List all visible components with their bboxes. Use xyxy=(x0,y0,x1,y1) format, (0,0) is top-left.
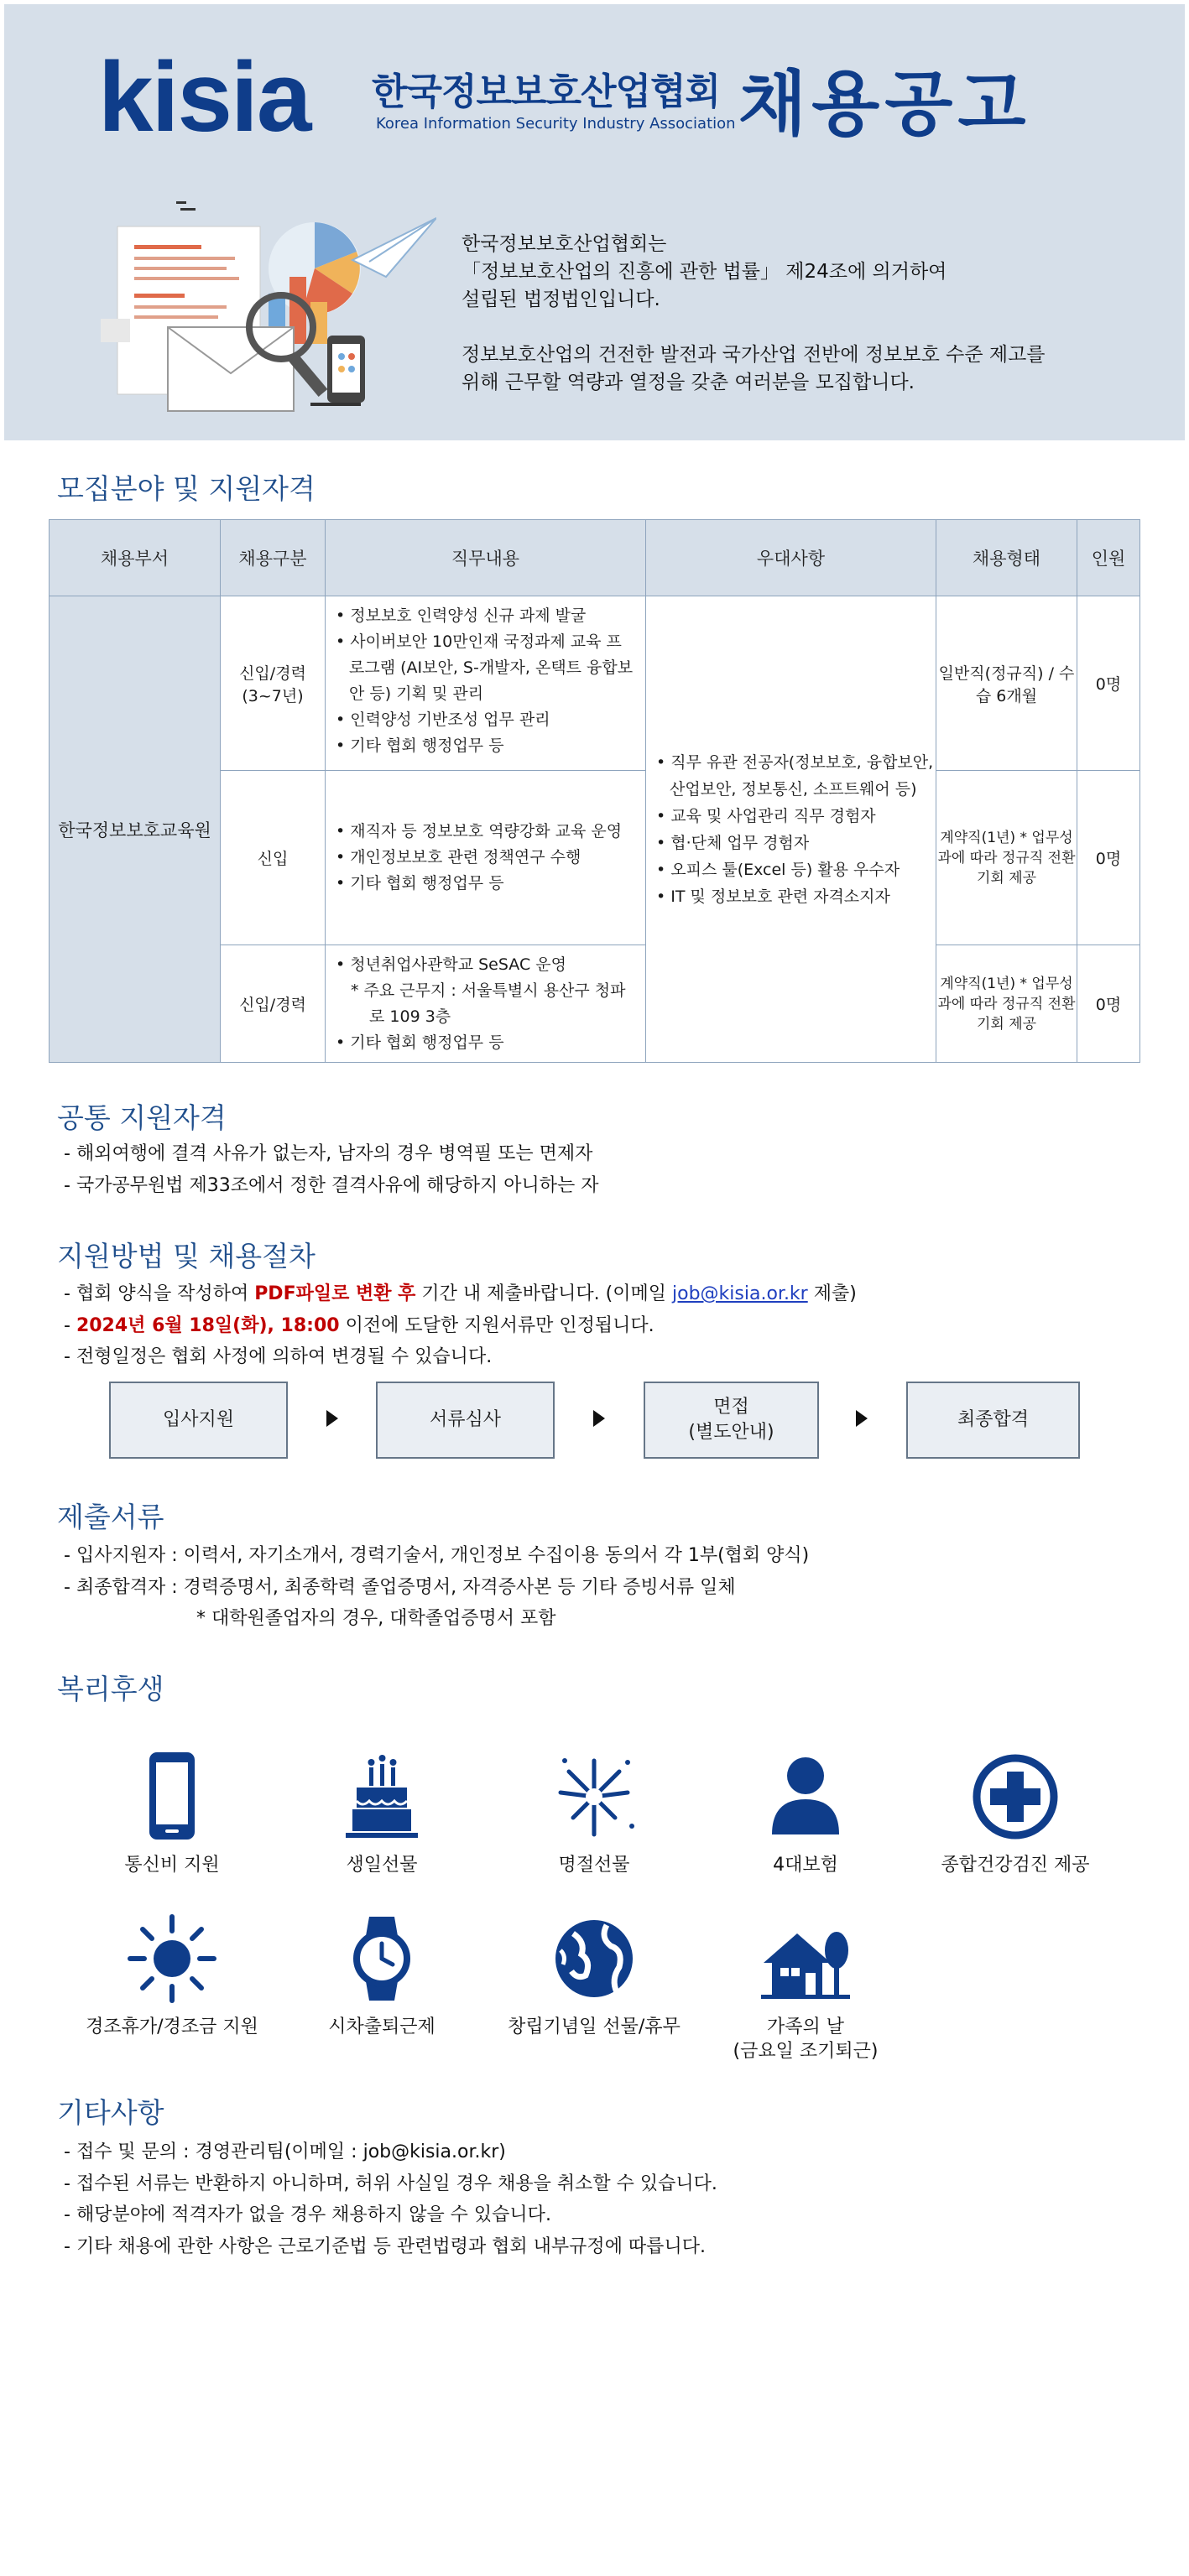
etc-list xyxy=(64,2136,717,2262)
intro-line: 정보보호산업의 건전한 발전과 국가산업 전반에 정보보호 수준 제고를 xyxy=(462,344,1046,366)
employment-cell: 계약직(1년) * 업무성과에 따라 정규직 전환기회 제공 xyxy=(936,945,1077,1063)
notice-title: 채용공고 xyxy=(738,63,1031,145)
benefit-item xyxy=(67,1751,277,1877)
preference-item: • 교육 및 사업관리 직무 경험자 xyxy=(656,806,876,825)
process-step-final: 최종합격 xyxy=(906,1382,1080,1459)
section-title-common: 공통 지원자격 xyxy=(57,1101,227,1134)
intro-text xyxy=(462,231,1162,397)
list-item: - 기타 채용에 관한 사항은 근로기준법 등 관련법령과 협회 내부규정에 따릅니다. xyxy=(64,2235,706,2257)
headcount-cell: 0명 xyxy=(1077,945,1140,1063)
intro-line: 설립된 법정법인입니다. xyxy=(462,289,660,310)
documents-note: * 대학원졸업자의 경우, 대학졸업증명서 포함 xyxy=(196,1608,556,1629)
duty-item: • 재직자 등 정보보호 역량강화 교육 운영 xyxy=(336,822,623,840)
duty-item: • 청년취업사관학교 SeSAC 운영 xyxy=(336,955,566,974)
category-cell: 신입/경력 xyxy=(221,945,326,1063)
list-item: - 해외여행에 결격 사유가 없는자, 남자의 경우 병역필 또는 면제자 xyxy=(64,1143,593,1164)
benefit-label: 종합건강검진 제공 xyxy=(941,1855,1090,1876)
list-item: - 접수된 서류는 반환하지 아니하며, 허위 사실일 경우 채용을 취소할 수 있습니다. xyxy=(64,2173,717,2194)
section-title-documents: 제출서류 xyxy=(57,1501,164,1533)
fireworks-icon xyxy=(548,1751,640,1843)
benefit-item xyxy=(489,1751,699,1877)
duties-cell xyxy=(326,596,646,771)
benefit-label: 명절선물 xyxy=(558,1855,630,1876)
email-link[interactable]: job@kisia.or.kr xyxy=(672,1283,808,1304)
benefit-label: 4대보험 xyxy=(773,1855,838,1876)
benefit-item xyxy=(701,1751,910,1877)
headcount-cell: 0명 xyxy=(1077,771,1140,945)
preferences-cell xyxy=(646,596,936,1063)
duties-cell xyxy=(326,945,646,1063)
intro-line: 위해 근무할 역량과 열정을 갖춘 여러분을 모집합니다. xyxy=(462,372,915,393)
documents-list xyxy=(64,1540,809,1635)
deadline-highlight: 2024년 6월 18일(화), 18:00 xyxy=(76,1314,340,1336)
list-item: - 최종합격자 : 경력증명서, 최종학력 졸업증명서, 자격증사본 등 기타 증빙서류 일체 xyxy=(64,1576,736,1598)
duty-item: • 정보보호 인력양성 신규 과제 발굴 xyxy=(336,606,587,625)
employment-cell: 계약직(1년) * 업무성과에 따라 정규직 전환기회 제공 xyxy=(936,771,1077,945)
list-item: - 전형일정은 협회 사정에 의하여 변경될 수 있습니다. xyxy=(64,1346,493,1367)
section-title-recruitment: 모집분야 및 지원자격 xyxy=(57,472,316,505)
process-step-interview: 면접 (별도안내) xyxy=(644,1382,819,1459)
list-item: - 접수 및 문의 : 경영관리팀(이메일 : job@kisia.or.kr) xyxy=(64,2141,506,2162)
preference-item: • 직무 유관 전공자(정보보호, 융합보안, 산업보안, 정보통신, 소프트웨어 등) xyxy=(656,752,934,799)
header-dept: 채용부서 xyxy=(50,520,221,596)
common-list xyxy=(64,1138,598,1201)
duty-item: • 사이버보안 10만인재 국정과제 교육 프로그램 (AI보안, S-개발자, 온택트 융합보안 등) 기획 및 관리 xyxy=(336,632,634,703)
duty-note: * 주요 근무지 : 서울특별시 용산구 청파로 109 3층 xyxy=(351,981,626,1026)
process-step-apply: 입사지원 xyxy=(109,1382,288,1459)
duty-item: • 기타 협회 행정업무 등 xyxy=(336,1033,504,1052)
benefit-label: 생일선물 xyxy=(346,1855,418,1876)
smartphone-icon xyxy=(126,1751,218,1843)
employment-cell: 일반직(정규직) / 수습 6개월 xyxy=(936,596,1077,771)
preference-item: • 협·단체 업무 경험자 xyxy=(656,833,810,852)
header-category: 채용구분 xyxy=(221,520,326,596)
category-cell: 신입 xyxy=(221,771,326,945)
duties-cell xyxy=(326,771,646,945)
section-title-apply: 지원방법 및 채용절차 xyxy=(57,1240,316,1272)
category-cell: 신입/경력(3~7년) xyxy=(221,596,326,771)
benefit-label: 통신비 지원 xyxy=(124,1855,220,1876)
house-icon xyxy=(759,1912,852,2005)
header-banner xyxy=(4,4,1185,440)
arrow-right-icon xyxy=(593,1410,605,1427)
preference-item: • IT 및 정보보호 관련 자격소지자 xyxy=(656,887,890,906)
list-item: - 국가공무원법 제33조에서 정한 결격사유에 해당하지 아니하는 자 xyxy=(64,1174,599,1196)
process-step-screening: 서류심사 xyxy=(376,1382,555,1459)
list-item: - 2024년 6월 18일(화), 18:00 이전에 도달한 지원서류만 인정됩니다. xyxy=(64,1314,654,1336)
department-cell: 한국정보보호교육원 xyxy=(50,596,221,1063)
table-row xyxy=(50,596,1140,771)
header-duties: 직무내용 xyxy=(326,520,646,596)
section-title-welfare: 복리후생 xyxy=(57,1673,164,1705)
benefit-item xyxy=(701,1912,910,2063)
medical-cross-icon xyxy=(969,1751,1061,1843)
header-employment: 채용형태 xyxy=(936,520,1077,596)
table-header-row xyxy=(50,520,1140,596)
apply-list xyxy=(64,1278,857,1373)
person-icon xyxy=(759,1751,852,1843)
list-item: - 입사지원자 : 이력서, 자기소개서, 경력기술서, 개인정보 수집이용 동의서 각 1부(협회 양식) xyxy=(64,1545,810,1566)
watch-icon xyxy=(336,1912,428,2005)
duty-item: • 개인정보보호 관련 정책연구 수행 xyxy=(336,848,581,866)
org-name-english: Korea Information Security Industry Association xyxy=(376,115,736,133)
kisia-logo: kisia xyxy=(98,42,310,153)
intro-line: 「정보보호산업의 진흥에 관한 법률」 제24조에 의거하여 xyxy=(462,261,947,283)
arrow-right-icon xyxy=(856,1410,868,1427)
header-preferences: 우대사항 xyxy=(646,520,936,596)
sun-icon xyxy=(126,1912,218,2005)
benefit-item xyxy=(489,1912,699,2039)
benefit-item xyxy=(910,1751,1120,1877)
list-item: - 협회 양식을 작성하여 PDF파일로 변환 후 기간 내 제출바랍니다. (이메일 job@kisia.or.kr 제출) xyxy=(64,1283,857,1304)
benefit-label: 창립기념일 선물/휴무 xyxy=(508,2017,681,2037)
headcount-cell: 0명 xyxy=(1077,596,1140,771)
benefit-label: 시차출퇴근제 xyxy=(328,2017,435,2037)
document-magnifier-illustration-icon xyxy=(101,193,436,428)
benefit-label: 가족의 날 (금요일 조기퇴근) xyxy=(733,2017,879,2062)
benefit-item xyxy=(277,1912,487,2039)
header-headcount: 인원 xyxy=(1077,520,1140,596)
recruitment-table xyxy=(49,519,1140,1063)
org-name-korean: 한국정보보호산업협회 xyxy=(372,70,721,113)
arrow-right-icon xyxy=(326,1410,338,1427)
benefit-item xyxy=(277,1751,487,1877)
intro-line: 한국정보보호산업협회는 xyxy=(462,233,667,255)
benefit-item xyxy=(67,1912,277,2039)
preference-item: • 오피스 툴(Excel 등) 활용 우수자 xyxy=(656,860,900,879)
duty-item: • 기타 협회 행정업무 등 xyxy=(336,736,504,755)
birthday-cake-icon xyxy=(336,1751,428,1843)
section-title-etc: 기타사항 xyxy=(57,2096,164,2129)
list-item: - 해당분야에 적격자가 없을 경우 채용하지 않을 수 있습니다. xyxy=(64,2204,551,2225)
pdf-highlight: PDF파일로 변환 후 xyxy=(254,1283,416,1304)
duty-item: • 인력양성 기반조성 업무 관리 xyxy=(336,710,550,729)
benefit-label: 경조휴가/경조금 지원 xyxy=(86,2017,258,2037)
globe-icon xyxy=(548,1912,640,2005)
duty-item: • 기타 협회 행정업무 등 xyxy=(336,874,504,892)
